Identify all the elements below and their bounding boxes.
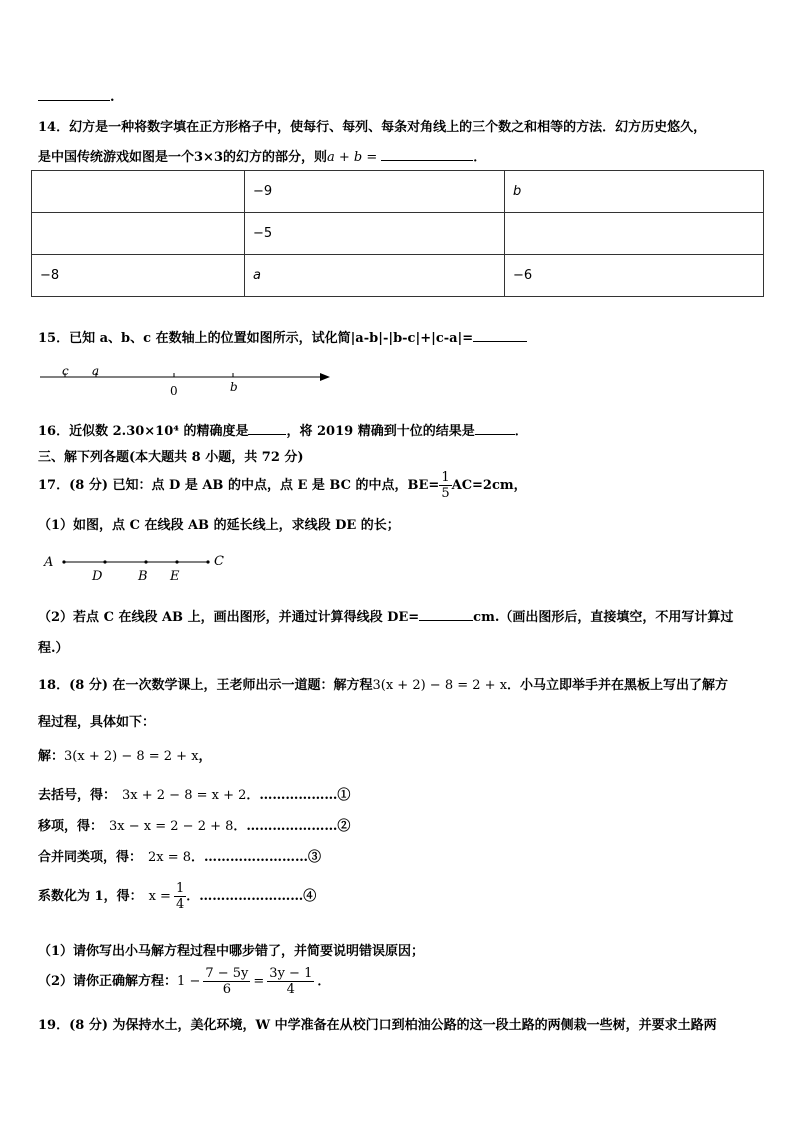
label-B: B bbox=[138, 569, 148, 584]
numerator: 7 − 5y bbox=[205, 966, 249, 981]
q17-part2-suffix: cm.（画出图形后，直接填空，不用写计算过 bbox=[473, 610, 734, 625]
step-equation: 3x + 2 − 8 = x + 2 bbox=[122, 788, 247, 803]
q15-text bbox=[38, 327, 527, 346]
section-heading: 三、解下列各题(本大题共 8 小题，共 72 分) bbox=[38, 450, 304, 465]
fraction bbox=[439, 470, 451, 501]
segment-figure bbox=[40, 548, 240, 584]
step-label: 去括号，得： bbox=[38, 788, 117, 803]
label-b: b bbox=[230, 380, 238, 394]
q17-intro-text: 17．(8 分) 已知：点 D 是 AB 的中点，点 E 是 BC 的中点，BE= bbox=[38, 478, 440, 493]
period: ． bbox=[473, 150, 487, 165]
q18-step2 bbox=[38, 815, 350, 834]
table-cell bbox=[32, 171, 245, 213]
label-E: E bbox=[170, 569, 180, 584]
table-cell: −6 bbox=[505, 255, 764, 297]
q17-part2 bbox=[38, 606, 733, 625]
point-b bbox=[144, 560, 147, 563]
solution-label: 解： bbox=[38, 749, 65, 764]
step-label: 移项，得： bbox=[38, 819, 104, 834]
step-label: 系数化为 1，得： bbox=[38, 889, 143, 904]
q16-part1: 16．近似数 2.30×10⁴ 的精确度是 bbox=[38, 424, 249, 439]
equals-sign: = bbox=[253, 974, 265, 989]
step-equation: 3x − x = 2 − 2 + 8 bbox=[109, 819, 234, 834]
q15-question: 15．已知 a、b、c 在数轴上的位置如图所示，试化简|a-b|-|b-c|+|c-a|= bbox=[38, 331, 474, 346]
step-marker: ．……………………④ bbox=[186, 889, 317, 904]
q14-line2 bbox=[38, 146, 486, 165]
q14-line2-text: 是中国传统游戏如图是一个3×3的幻方的部分，则 bbox=[38, 150, 327, 165]
solution-equation: 3(x + 2) − 8 = 2 + x bbox=[64, 749, 199, 764]
previous-question-tail bbox=[38, 88, 115, 105]
q18-line2: 程过程，具体如下： bbox=[38, 715, 156, 730]
table-cell: −9 bbox=[245, 171, 505, 213]
label-C: C bbox=[214, 554, 224, 569]
q18-solution-start bbox=[38, 745, 212, 764]
q18-line1 bbox=[38, 674, 728, 693]
point-a bbox=[62, 560, 65, 563]
q17-part2-line2: 程.） bbox=[38, 641, 69, 656]
q18-subq1: （1）请你写出小马解方程过程中哪步错了，并简要说明错误原因； bbox=[38, 944, 425, 959]
q16-blank2 bbox=[475, 422, 515, 435]
answer-blank bbox=[38, 88, 110, 101]
numerator: 1 bbox=[175, 881, 185, 896]
numerator: 3y − 1 bbox=[269, 966, 313, 981]
label-c: c bbox=[62, 364, 69, 378]
q16-blank1 bbox=[248, 422, 286, 435]
q17-part2-text: （2）若点 C 在线段 AB 上，画出图形，并通过计算得线段 DE= bbox=[38, 610, 420, 625]
subq-label: （2）请你正确解方程： bbox=[38, 974, 178, 989]
magic-square-table bbox=[31, 170, 764, 297]
table-cell bbox=[32, 213, 245, 255]
q18-subq2 bbox=[38, 966, 330, 997]
q18-step3 bbox=[38, 846, 321, 865]
label-D: D bbox=[92, 569, 103, 584]
denominator: 6 bbox=[222, 982, 231, 997]
table-row bbox=[32, 171, 764, 213]
number-line-figure bbox=[36, 364, 336, 400]
denominator: 4 bbox=[286, 982, 295, 997]
table-cell: b bbox=[505, 171, 764, 213]
q18-step4 bbox=[38, 881, 316, 912]
q18-line1-text: 18．(8 分) 在一次数学课上，王老师出示一道题：解方程 bbox=[38, 678, 373, 693]
step-marker: ．……………………③ bbox=[191, 850, 322, 865]
q18-step1 bbox=[38, 784, 350, 803]
point-c bbox=[206, 560, 209, 563]
period: . bbox=[110, 90, 115, 105]
table-cell: −8 bbox=[32, 255, 245, 297]
period: ． bbox=[317, 974, 331, 989]
step-marker: ．………………① bbox=[246, 788, 351, 803]
fraction bbox=[203, 966, 250, 997]
q16-text bbox=[38, 420, 528, 439]
period: ． bbox=[514, 424, 528, 439]
table-cell: −5 bbox=[245, 213, 505, 255]
q14-math: a + b = bbox=[326, 150, 378, 165]
q14-line1: 14．幻方是一种将数字填在正方形格子中，使每行、每列、每条对角线上的三个数之和相等的方法．幻方历史悠久， bbox=[38, 120, 707, 135]
table-row bbox=[32, 255, 764, 297]
label-a: a bbox=[92, 364, 100, 378]
q18-line1-suffix: ．小马立即举手并在黑板上写出了解方 bbox=[507, 678, 729, 693]
denominator: 5 bbox=[441, 486, 450, 501]
label-zero: 0 bbox=[170, 384, 178, 398]
q17-intro-suffix: AC=2cm， bbox=[451, 478, 527, 493]
point-e bbox=[175, 560, 178, 563]
denominator: 4 bbox=[175, 897, 185, 912]
q18-equation: 3(x + 2) − 8 = 2 + x bbox=[372, 678, 508, 693]
label-A: A bbox=[44, 555, 54, 570]
q17-answer-blank bbox=[419, 608, 473, 621]
q17-intro bbox=[38, 470, 527, 501]
step-equation: 2x = 8 bbox=[148, 850, 192, 865]
table-cell bbox=[505, 213, 764, 255]
fraction bbox=[267, 966, 314, 997]
numerator: 1 bbox=[441, 470, 450, 485]
step-marker: ．…………………② bbox=[233, 819, 351, 834]
q19-text: 19．(8 分) 为保持水土，美化环境，W 中学准备在从校门口到柏油公路的这一段土路的两侧栽一些树，并要求土路两 bbox=[38, 1018, 717, 1033]
point-d bbox=[103, 560, 106, 563]
q16-part2: ，将 2019 精确到十位的结果是 bbox=[286, 424, 475, 439]
q15-answer-blank bbox=[473, 329, 527, 342]
table-cell: a bbox=[245, 255, 505, 297]
equation-lead: 1 − bbox=[177, 974, 201, 989]
q17-part1: （1）如图，点 C 在线段 AB 的延长线上，求线段 DE 的长； bbox=[38, 518, 400, 533]
q14-answer-blank bbox=[381, 148, 473, 161]
arrow-head-icon bbox=[320, 373, 330, 381]
table-row bbox=[32, 213, 764, 255]
fraction bbox=[174, 881, 186, 912]
step-equation: x = bbox=[148, 889, 171, 904]
step-label: 合并同类项，得： bbox=[38, 850, 143, 865]
comma: ， bbox=[198, 749, 212, 764]
